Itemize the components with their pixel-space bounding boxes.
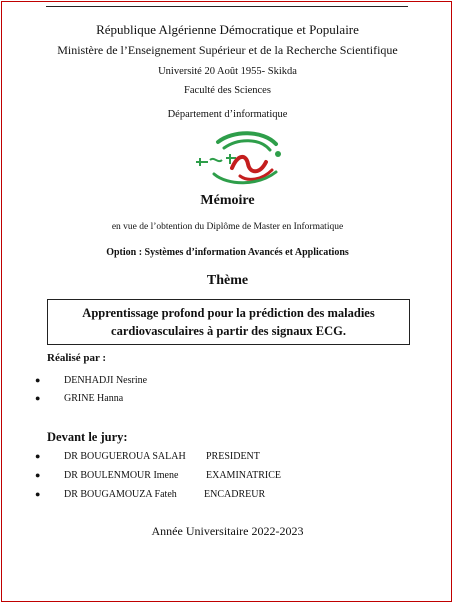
realise-label: Réalisé par : xyxy=(47,352,107,364)
bullet-icon: ● xyxy=(35,489,41,499)
bullet-icon: ● xyxy=(35,470,41,480)
jury-member-name: DR BOUGUEROUA SALAH xyxy=(64,451,186,462)
republique-line: République Algérienne Démocratique et Populaire xyxy=(96,22,359,37)
memoire-title: Mémoire xyxy=(200,193,255,208)
universite-line: Université 20 Août 1955- Skikda xyxy=(158,66,297,77)
option-line: Option : Systèmes d’information Avancés et Applications xyxy=(106,247,349,258)
jury-label: Devant le jury: xyxy=(47,430,128,444)
bullet-icon: ● xyxy=(35,451,41,461)
theme-label: Thème xyxy=(206,273,249,288)
jury-member-name: DR BOULENMOUR Imene xyxy=(64,470,179,481)
author-name: GRINE Hanna xyxy=(64,393,124,404)
author-name: DENHADJI Nesrine xyxy=(64,375,148,386)
jury-member-role: ENCADREUR xyxy=(204,489,266,500)
annee-line: Année Universitaire 2022-2023 xyxy=(151,524,304,538)
theme-text: Apprentissage profond pour la prédiction des maladies cardiovasculaires à partir des signaux ECG. xyxy=(82,306,375,338)
faculte-line: Faculté des Sciences xyxy=(184,85,271,96)
bullet-icon: ● xyxy=(35,393,41,403)
theme-box xyxy=(47,299,410,345)
obtention-line: en vue de l’obtention du Diplôme de Master en Informatique xyxy=(111,222,344,232)
jury-member-role: EXAMINATRICE xyxy=(206,470,281,481)
bullet-icon: ● xyxy=(35,375,41,385)
ministere-line: Ministère de l’Enseignement Supérieur et de la Recherche Scientifique xyxy=(57,43,398,57)
departement-line: Département d’informatique xyxy=(167,109,288,120)
jury-member-name: DR BOUGAMOUZA Fateh xyxy=(64,489,177,500)
jury-member-role: PRESIDENT xyxy=(206,451,260,462)
top-rule xyxy=(46,6,408,7)
university-logo xyxy=(188,128,283,186)
